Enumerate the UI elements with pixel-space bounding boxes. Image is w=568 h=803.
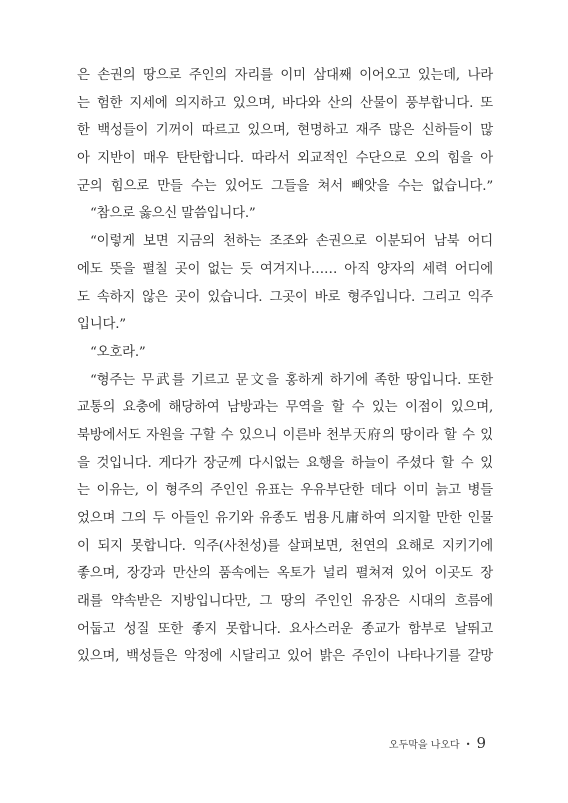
text-line: 교통의 요충에 해당하여 남방과는 무역을 할 수 있는 이점이 있으며, (77, 400, 493, 416)
text-line: 었으며 그의 두 아들인 유기와 유종도 범용凡庸하여 의지할 만한 인물 (77, 511, 493, 526)
text-line: 래를 약속받은 지방입니다만, 그 땅의 주인인 유장은 시대의 흐름에 (77, 594, 493, 610)
page-body (77, 62, 493, 671)
text-line: 좋으며, 장강과 만산의 품속에는 옥토가 널리 펼쳐져 있어 이곳도 장 (77, 566, 493, 582)
text-line: 북방에서도 자원을 구할 수 있으니 이른바 천부天府의 땅이라 할 수 있 (77, 427, 493, 443)
text-line: 을 것입니다. 게다가 장군께 다시없는 요행을 하늘이 주셨다 할 수 있 (77, 455, 493, 471)
text-line: 입니다.” (77, 317, 126, 333)
text-line: “참으로 옳으신 말씀입니다.” (90, 206, 256, 222)
text-line: 은 손권의 땅으로 주인의 자리를 이미 삼대째 이어오고 있는데, 나라 (77, 68, 493, 83)
running-title: 오두막을 나오다 (388, 740, 460, 751)
text-line: 아 지반이 매우 탄탄합니다. 따라서 외교적인 수단으로 오의 힘을 아 (77, 151, 493, 167)
text-line: “이렇게 보면 지금의 천하는 조조와 손권으로 이분되어 남북 어디 (90, 234, 493, 250)
separator-bullet: • (465, 740, 471, 749)
text-line: 는 이유는, 이 형주의 주인인 유표는 우유부단한 데다 이미 늙고 병들 (77, 483, 493, 499)
text-line: 는 험한 지세에 의지하고 있으며, 바다와 산의 산물이 풍부합니다. 또 (77, 95, 493, 111)
text-line: 있으며, 백성들은 악정에 시달리고 있어 밝은 주인이 나타나기를 갈망 (77, 649, 493, 665)
text-line: “형주는 무武를 기르고 문文을 홍하게 하기에 족한 땅입니다. 또한 (90, 372, 493, 388)
text-line: 군의 힘으로 만들 수는 있어도 그들을 쳐서 빼앗을 수는 없습니다.” (77, 178, 493, 194)
text-line: “오호라.” (90, 344, 146, 360)
page-number: 9 (476, 734, 486, 752)
text-line: 한 백성들이 기꺼이 따르고 있으며, 현명하고 재주 많은 신하들이 많 (77, 123, 493, 139)
page-footer (389, 734, 486, 752)
text-line: 에도 뜻을 펼칠 곳이 없는 듯 여겨지나…… 아직 양자의 세력 어디에 (77, 261, 493, 277)
text-line: 도 속하지 않은 곳이 있습니다. 그곳이 바로 형주입니다. 그리고 익주 (77, 289, 493, 305)
text-line: 이 되지 못합니다. 익주(사천성)를 살펴보면, 천연의 요해로 지키기에 (77, 538, 493, 554)
text-line: 어둡고 성질 또한 좋지 못합니다. 요사스러운 종교가 함부로 날뛰고 (77, 621, 493, 637)
